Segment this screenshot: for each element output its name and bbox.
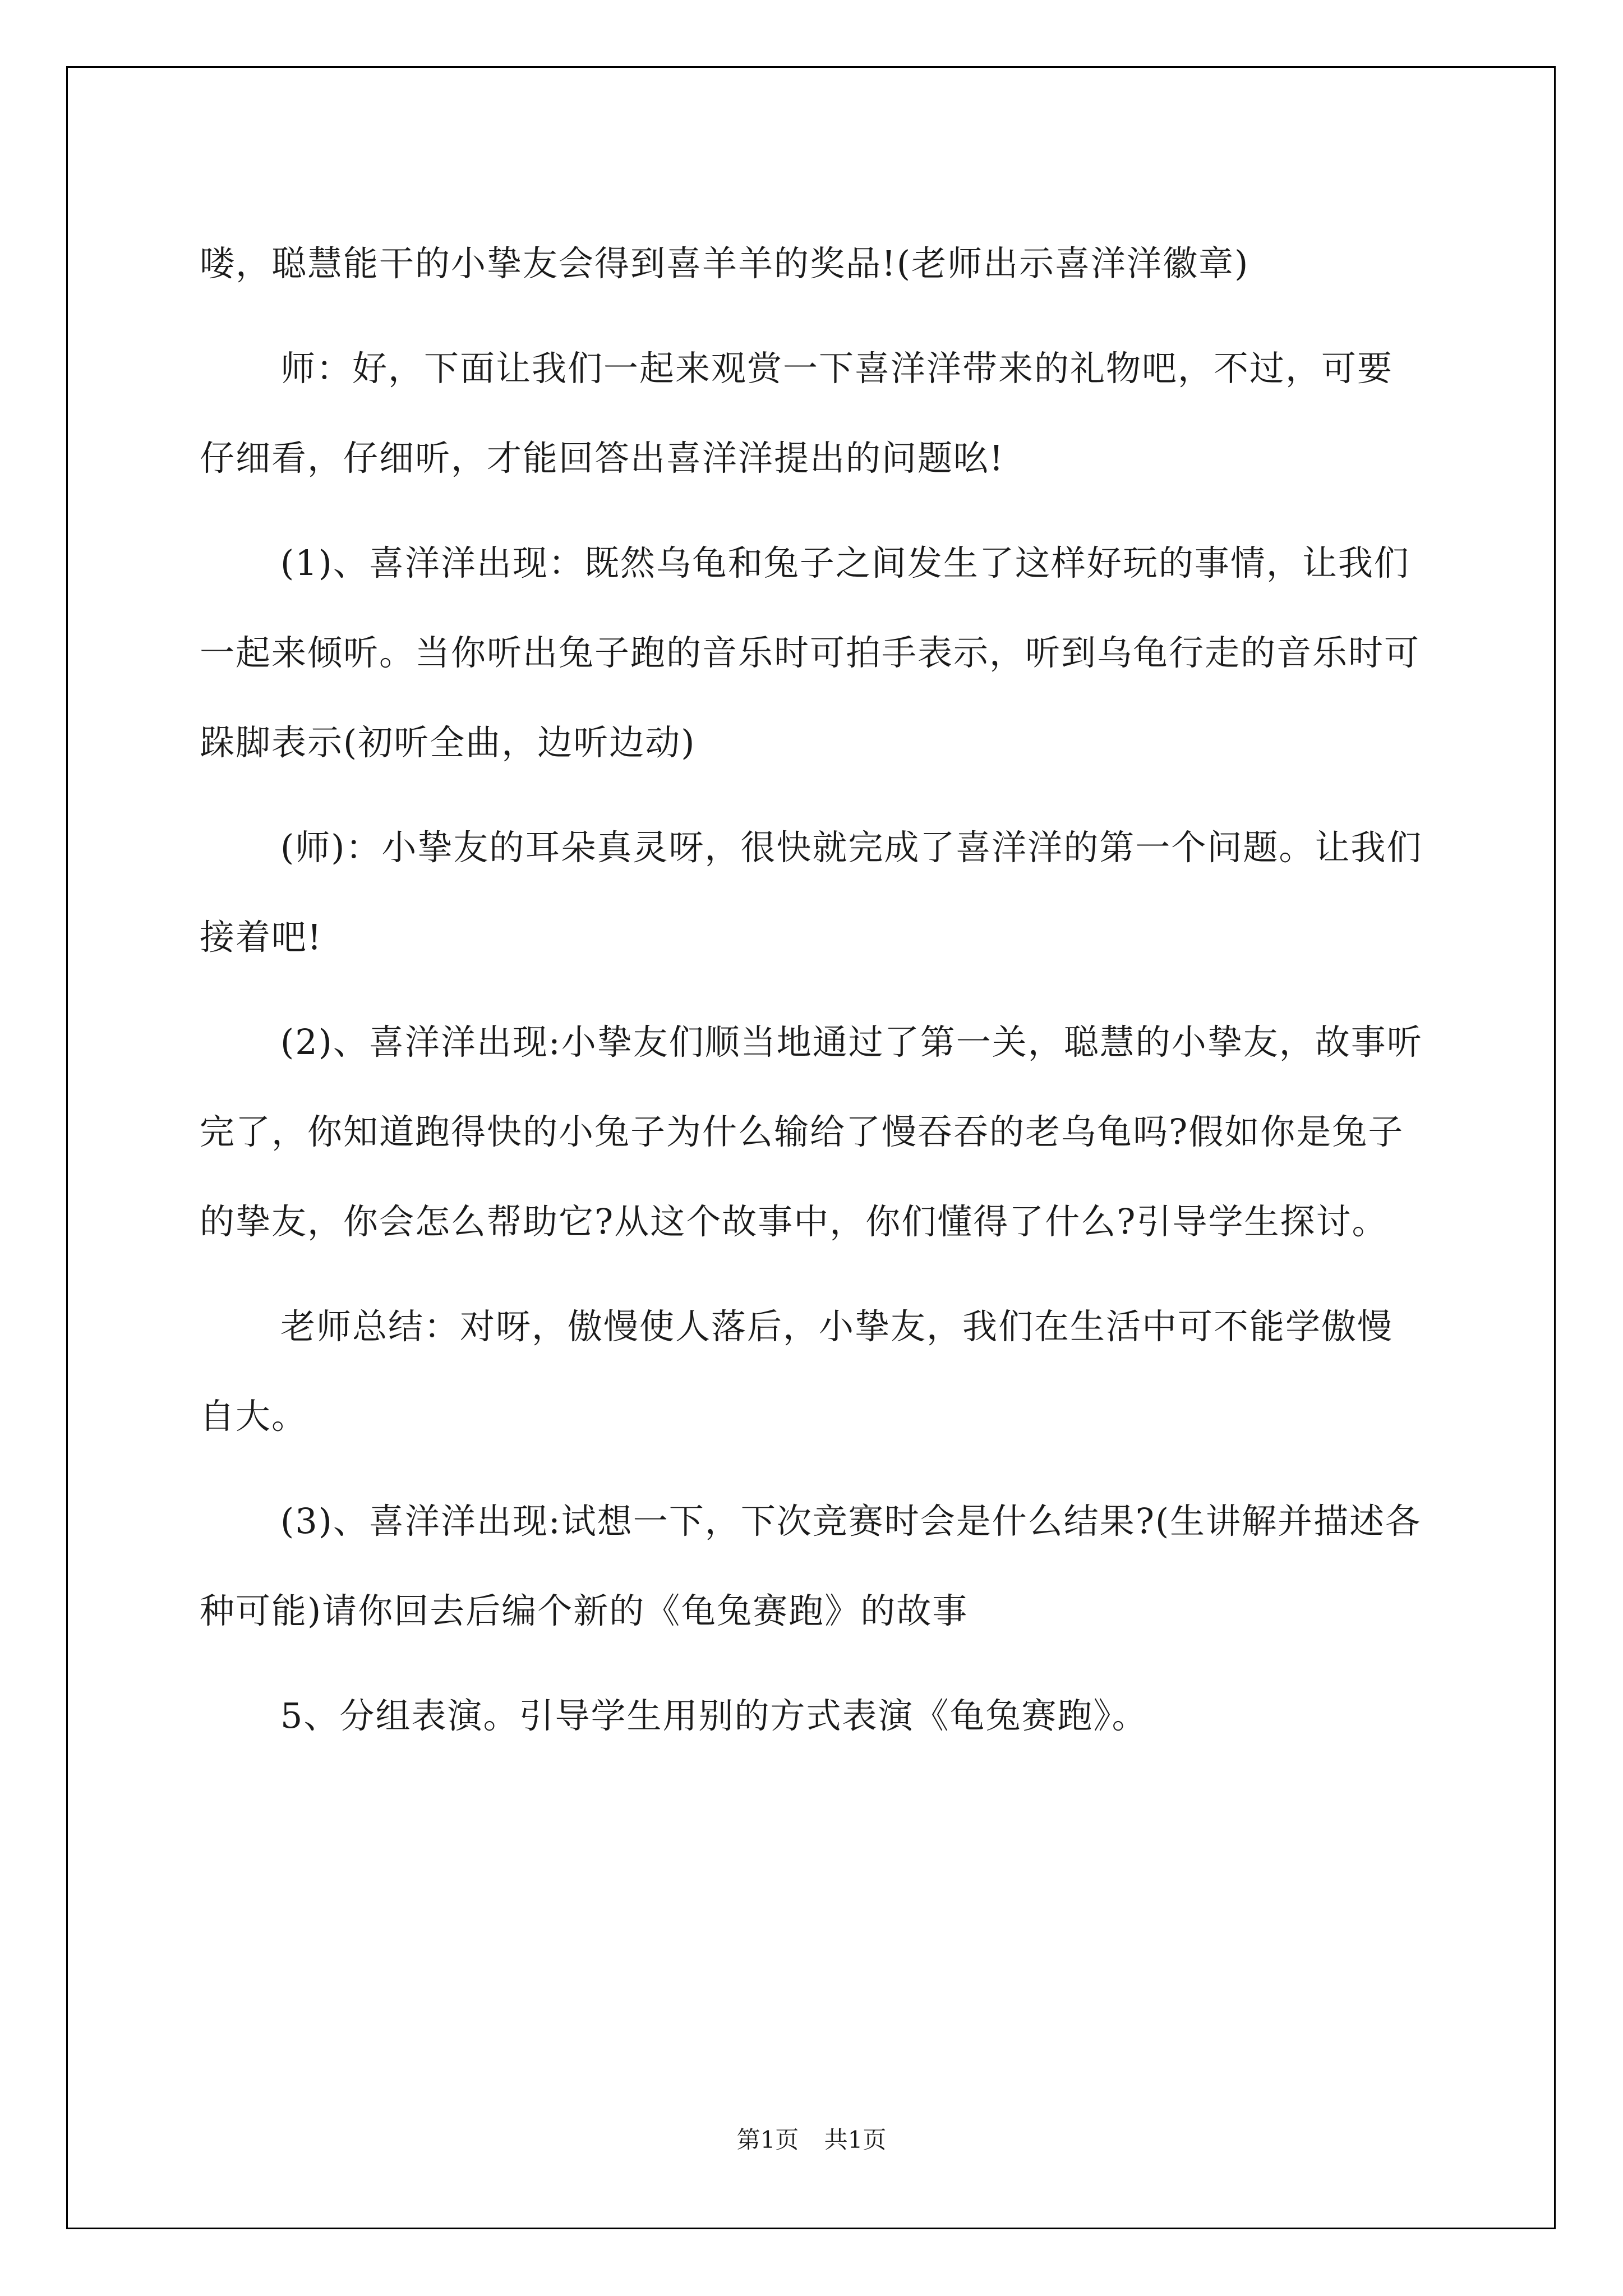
- paragraph-1: 喽，聪慧能干的小挚友会得到喜羊羊的奖品!(老师出示喜洋洋徽章): [200, 243, 1249, 284]
- page-number-current: 第1页: [736, 2126, 799, 2154]
- paragraph-5: (2)、喜洋洋出现:小挚友们顺当地通过了第一关，聪慧的小挚友，故事听完了，你知道跑得快的小兔子为什么输给了慢吞吞的老乌龟吗?假如你是兔子的挚友，你会怎么帮助它?从这个故事中，你们懂得了什么?引导学生探讨。: [200, 1022, 1423, 1242]
- page-footer: [0, 2122, 1623, 2155]
- paragraph-6: 老师总结：对呀，傲慢使人落后，小挚友，我们在生活中可不能学傲慢自大。: [200, 1306, 1394, 1437]
- paragraph-2: 师：好，下面让我们一起来观赏一下喜洋洋带来的礼物吧，不过，可要仔细看，仔细听，才能回答出喜洋洋提出的问题吆!: [200, 348, 1394, 478]
- paragraph-3: (1)、喜洋洋出现：既然乌龟和兔子之间发生了这样好玩的事情，让我们一起来倾听。当你听出兔子跑的音乐时可拍手表示，听到乌龟行走的音乐时可跺脚表示(初听全曲，边听边动): [200, 542, 1421, 763]
- document-body: [200, 219, 1428, 1776]
- paragraph-8: 5、分组表演。引导学生用别的方式表演《龟兔赛跑》。: [280, 1695, 1148, 1736]
- paragraph-7: (3)、喜洋洋出现:试想一下，下次竞赛时会是什么结果?(生讲解并描述各种可能)请你回去后编个新的《龟兔赛跑》的故事: [200, 1501, 1422, 1631]
- paragraph-4: (师)：小挚友的耳朵真灵呀，很快就完成了喜洋洋的第一个问题。让我们接着吧!: [200, 827, 1423, 958]
- page-number-total: 共1页: [824, 2126, 887, 2154]
